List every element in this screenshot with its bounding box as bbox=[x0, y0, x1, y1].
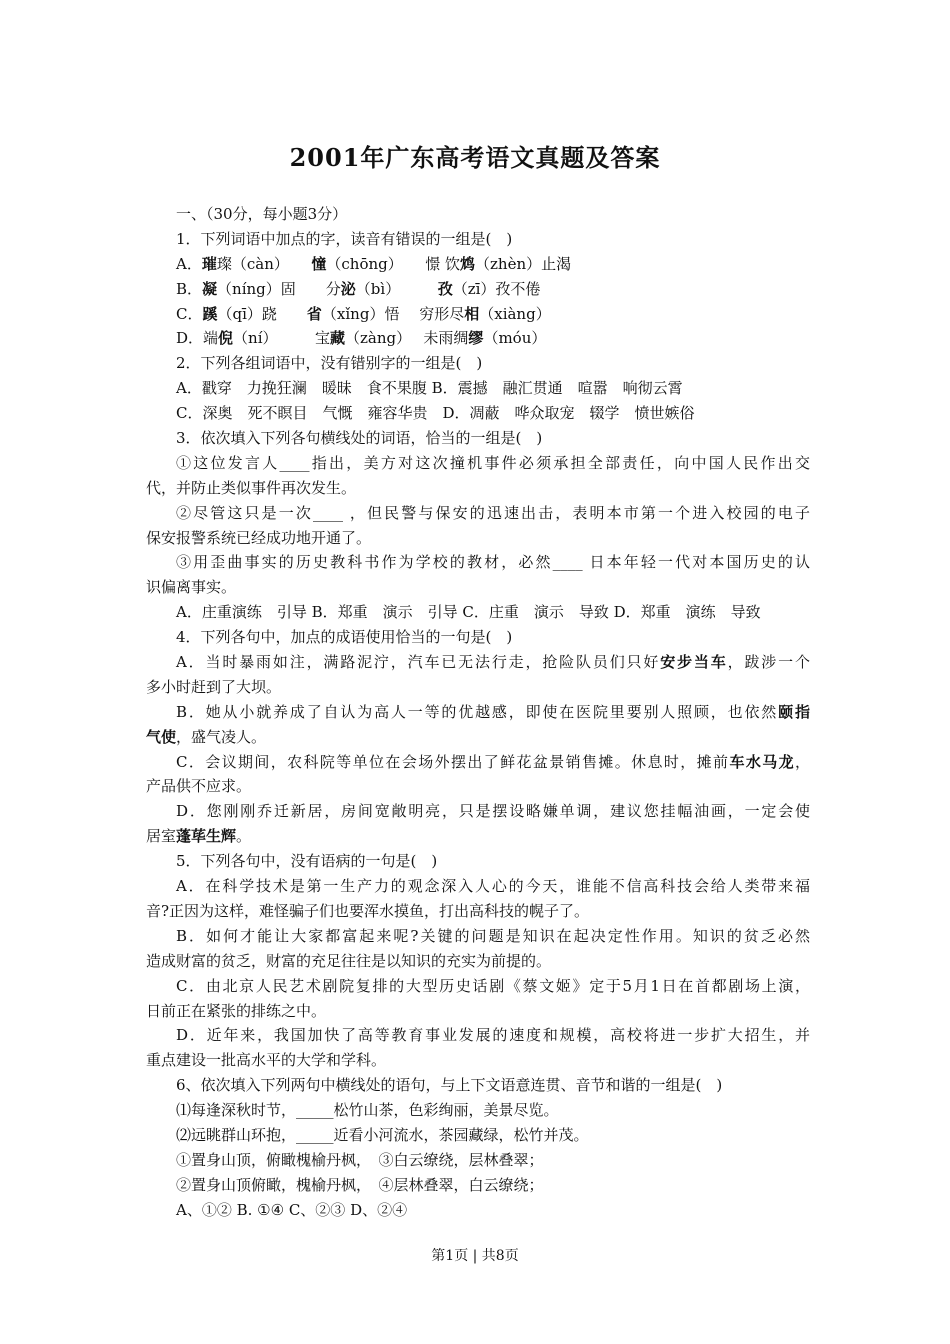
text-run: 保安报警系统已经成功地开通了。 bbox=[146, 528, 372, 547]
text-run: ③用歪曲事实的历史教科书作为学校的教材，必然____ 日本年轻一代对本国历史的认 bbox=[176, 553, 810, 572]
emphasized-text: 气使 bbox=[146, 727, 177, 746]
text-line bbox=[146, 849, 810, 874]
text-line bbox=[146, 1048, 810, 1073]
text-line bbox=[146, 924, 810, 949]
text-line bbox=[146, 252, 810, 277]
text-line bbox=[146, 774, 810, 799]
text-line bbox=[146, 476, 810, 501]
text-line bbox=[146, 277, 810, 302]
text-run: ①这位发言人____指出，美方对这次撞机事件必须承担全部责任，向中国人民作出交 bbox=[176, 453, 810, 472]
text-line bbox=[146, 1198, 810, 1223]
text-run: 璨（càn） bbox=[216, 254, 312, 273]
text-run: （ní） 宝 bbox=[233, 329, 331, 348]
text-run: 重点建设一批高水平的大学和学科。 bbox=[146, 1051, 387, 1070]
text-run: 6、依次填入下列两句中横线处的语句，与上下文语意连贯、音节和谐的一组是( ) bbox=[176, 1076, 723, 1095]
text-line bbox=[146, 1148, 810, 1173]
emphasized-text: 蹊 bbox=[202, 304, 218, 323]
text-run: ，盛气凌人。 bbox=[176, 727, 267, 746]
text-line bbox=[146, 949, 810, 974]
text-run: （xiàng） bbox=[479, 304, 551, 323]
text-line bbox=[146, 999, 810, 1024]
text-run: （qī）跷 bbox=[217, 304, 307, 323]
text-line bbox=[146, 625, 810, 650]
text-run: ①置身山顶，俯瞰槐榆丹枫， ③白云缭绕，层林叠翠； bbox=[176, 1150, 544, 1169]
text-line bbox=[146, 899, 810, 924]
text-run: ⑴每逢深秋时节，_____松竹山茶，色彩绚丽，美景尽览。 bbox=[176, 1101, 559, 1120]
text-run: 5．下列各句中，没有语病的一句是( ) bbox=[176, 852, 438, 871]
text-line bbox=[146, 974, 810, 999]
text-run: ， bbox=[794, 752, 810, 771]
emphasized-text: 璀 bbox=[201, 254, 217, 273]
text-line bbox=[146, 426, 810, 451]
text-line bbox=[146, 575, 810, 600]
text-run: ②尽管这只是一次____ ，但民警与保安的迅速出击，表明本市第一个进入校园的电子 bbox=[176, 503, 810, 522]
document-body bbox=[146, 202, 810, 1223]
text-run: D．您刚刚乔迁新居，房间宽敞明亮，只是摆设略嫌单调，建议您挂幅油画，一定会使 bbox=[176, 802, 810, 821]
text-run: 产品供不应求。 bbox=[146, 777, 252, 796]
text-run: 识偏离事实。 bbox=[146, 578, 237, 597]
text-run: D．端 bbox=[176, 329, 219, 348]
text-line bbox=[146, 302, 810, 327]
emphasized-text: 省 bbox=[306, 304, 322, 323]
text-run: C． bbox=[176, 304, 203, 323]
text-run: C．深奥 死不瞑目 气慨 雍容华贵 D．凋蔽 哗众取宠 辍学 愤世嫉俗 bbox=[176, 404, 695, 423]
text-line bbox=[146, 799, 810, 824]
text-run: B．如何才能让大家都富起来呢?关键的问题是知识在起决定性作用。知识的贫乏必然 bbox=[176, 926, 810, 945]
text-line bbox=[146, 750, 810, 775]
text-line bbox=[146, 202, 810, 227]
text-run: A．当时暴雨如注，满路泥泞，汽车已无法行走，抢险队员们只好 bbox=[176, 653, 661, 672]
text-run: 。 bbox=[236, 827, 252, 846]
text-line bbox=[146, 600, 810, 625]
text-line bbox=[146, 675, 810, 700]
text-run: 1．下列词语中加点的字，读音有错误的一组是( ) bbox=[176, 229, 513, 248]
text-run: 4．下列各句中，加点的成语使用恰当的一句是( ) bbox=[176, 628, 513, 647]
text-run: （bì） bbox=[355, 279, 438, 298]
text-run: 一、（30分，每小题3分） bbox=[176, 205, 348, 223]
text-line bbox=[146, 874, 810, 899]
text-line bbox=[146, 501, 810, 526]
text-run: A．戳穿 力挽狂澜 暖昧 食不果腹 B．震撼 融汇贯通 喧嚣 响彻云霄 bbox=[176, 379, 683, 398]
text-line bbox=[146, 700, 810, 725]
document-title: 2001年广东高考语文真题及答案 bbox=[289, 143, 661, 172]
text-run: B． bbox=[176, 279, 203, 298]
text-run: C．会议期间，农科院等单位在会场外摆出了鲜花盆景销售摊。休息时，摊前 bbox=[176, 752, 730, 771]
emphasized-text: 鸩 bbox=[460, 254, 476, 273]
emphasized-text: 相 bbox=[464, 304, 480, 323]
text-line bbox=[146, 650, 810, 675]
text-line bbox=[146, 1098, 810, 1123]
text-line bbox=[146, 1123, 810, 1148]
emphasized-text: 倪 bbox=[218, 329, 234, 348]
text-line bbox=[146, 1173, 810, 1198]
text-run: ⑵远眺群山环抱，_____近看小河流水，茶园藏绿，松竹并茂。 bbox=[176, 1125, 589, 1144]
text-line bbox=[146, 526, 810, 551]
text-line bbox=[146, 326, 810, 351]
emphasized-text: 安步当车 bbox=[660, 653, 728, 672]
text-run: 日前正在紧张的排练之中。 bbox=[146, 1001, 327, 1020]
text-run: （xǐng）悟 穷形尽 bbox=[321, 304, 465, 323]
text-run: （chōng） 憬 饮 bbox=[326, 254, 461, 273]
text-run: 代，并防止类似事件再次发生。 bbox=[146, 478, 357, 497]
text-line bbox=[146, 227, 810, 252]
page-footer: 第1页 | 共8页 bbox=[431, 1248, 519, 1264]
emphasized-text: 蓬荜生辉 bbox=[176, 827, 237, 846]
text-run: A．庄重演练 引导 B．郑重 演示 引导 C．庄重 演示 导致 D．郑重 演练 导致 bbox=[176, 603, 761, 622]
emphasized-text: 颐指 bbox=[778, 702, 810, 721]
text-run: 音?正因为这样，难怪骗子们也要浑水摸鱼，打出高科技的幌子了。 bbox=[146, 901, 590, 920]
text-line bbox=[146, 376, 810, 401]
text-run: C．由北京人民艺术剧院复排的大型历史话剧《蔡文姬》定于5月1日在首都剧场上演， bbox=[176, 976, 810, 995]
text-run: ②置身山顶俯瞰，槐榆丹枫， ④层林叠翠，白云缭绕； bbox=[176, 1175, 544, 1194]
text-run: （zhèn）止渴 bbox=[475, 254, 572, 273]
emphasized-text: 泌 bbox=[340, 279, 356, 298]
text-run: A．在科学技术是第一生产力的观念深入人心的今天，谁能不信高科技会给人类带来福 bbox=[176, 877, 810, 896]
text-line bbox=[146, 725, 810, 750]
text-run: ，跋涉一个 bbox=[727, 653, 810, 672]
emphasized-text: 凝 bbox=[202, 279, 218, 298]
text-line bbox=[146, 451, 810, 476]
text-line bbox=[146, 824, 810, 849]
text-line bbox=[146, 401, 810, 426]
text-line bbox=[146, 1073, 810, 1098]
text-line bbox=[146, 550, 810, 575]
text-run: （zàng） 未雨绸 bbox=[345, 329, 469, 348]
text-run: 居室 bbox=[146, 827, 177, 846]
emphasized-text: 藏 bbox=[330, 329, 346, 348]
text-run: 多小时赶到了大坝。 bbox=[146, 677, 282, 696]
text-line bbox=[146, 1023, 810, 1048]
text-run: A． bbox=[176, 254, 202, 273]
text-run: D．近年来，我国加快了高等教育事业发展的速度和规模，高校将进一步扩大招生，并 bbox=[176, 1026, 810, 1045]
emphasized-text: 车水马龙 bbox=[729, 752, 795, 771]
text-run: （zī）孜不倦 bbox=[452, 279, 541, 298]
emphasized-text: 憧 bbox=[311, 254, 327, 273]
text-run: A、①② B. ①④ C、②③ D、②④ bbox=[176, 1200, 408, 1219]
text-run: B．她从小就养成了自认为高人一等的优越感，即使在医院里要别人照顾，也依然 bbox=[176, 702, 779, 721]
text-line bbox=[146, 351, 810, 376]
text-run: （níng）固 分 bbox=[217, 279, 341, 298]
text-run: 造成财富的贫乏，财富的充足往往是以知识的充实为前提的。 bbox=[146, 951, 552, 970]
text-run: 3．依次填入下列各句横线处的词语，恰当的一组是( ) bbox=[176, 429, 543, 448]
text-run: 2．下列各组词语中，没有错别字的一组是( ) bbox=[176, 354, 483, 373]
text-run: （móu） bbox=[483, 329, 547, 348]
emphasized-text: 孜 bbox=[437, 279, 453, 298]
emphasized-text: 缪 bbox=[468, 329, 484, 348]
